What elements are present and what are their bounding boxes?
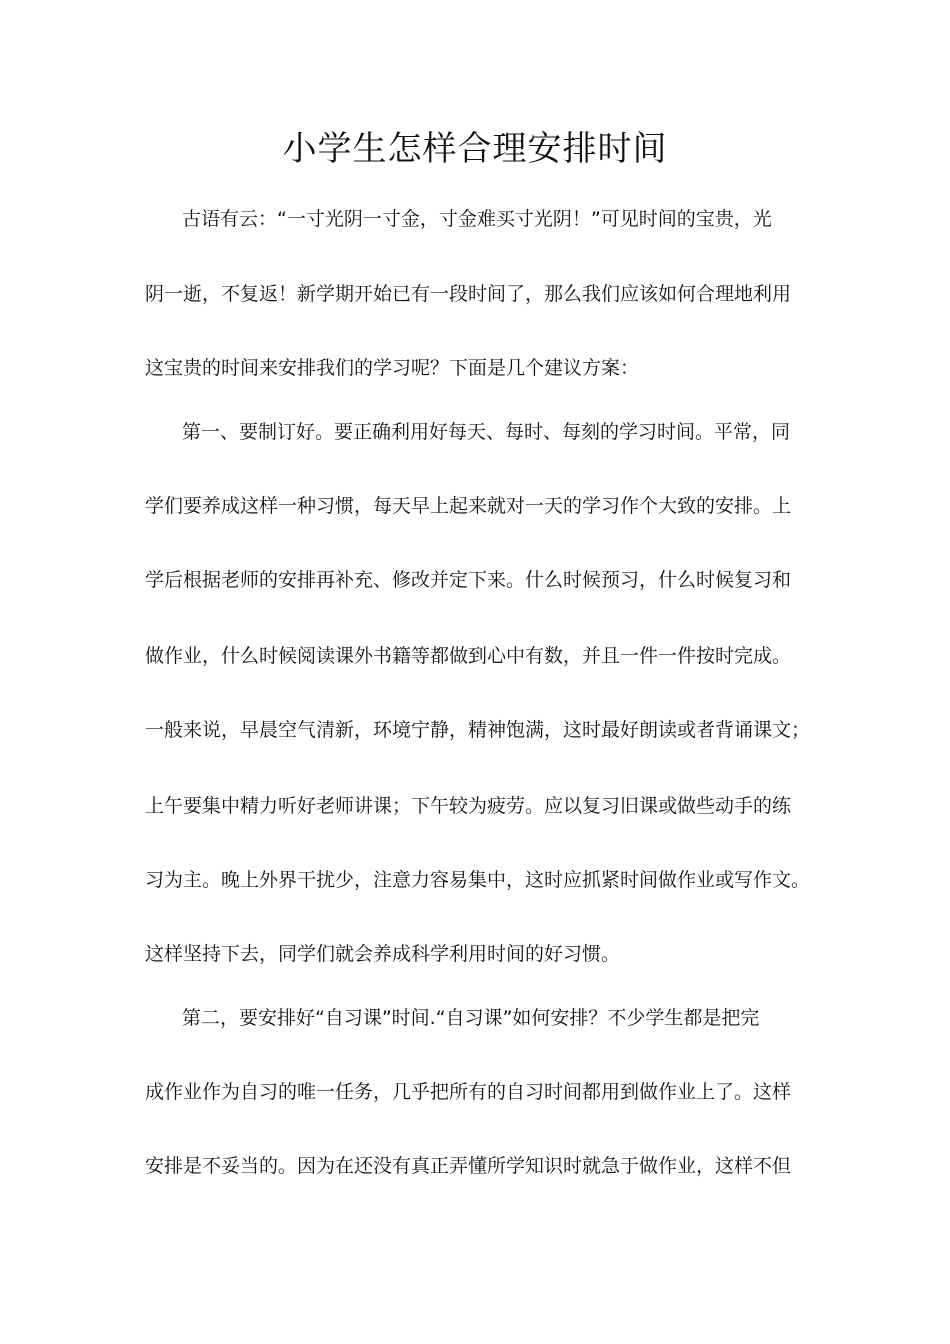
- document-title: 小学生怎样合理安排时间: [282, 129, 668, 169]
- body-line: 做作业，什么时候阅读课外书籍等都做到心中有数，并且一件一件按时完成。: [145, 645, 792, 667]
- body-line: 学后根据老师的安排再补充、修改并定下来。什么时候预习，什么时候复习和: [145, 569, 792, 591]
- body-line: 上午要集中精力听好老师讲课；下午较为疲劳。应以复习旧课或做些动手的练: [145, 795, 792, 817]
- body-line: 古语有云：“一寸光阴一寸金，寸金难买寸光阴！”可见时间的宝贵，光: [182, 208, 772, 230]
- body-line: 第二，要安排好“自习课”时间.“自习课”如何安排？不少学生都是把完: [182, 1007, 760, 1029]
- body-line: 这宝贵的时间来安排我们的学习呢？下面是几个建议方案：: [145, 357, 640, 379]
- body-line: 这样坚持下去，同学们就会养成科学利用时间的好习惯。: [145, 943, 621, 965]
- body-line: 第一、要制订好。要正确利用好每天、每时、每刻的学习时间。平常，同: [182, 421, 791, 443]
- body-line: 学们要养成这样一种习惯，每天早上起来就对一天的学习作个大致的安排。上: [145, 495, 792, 517]
- body-line: 一般来说，早晨空气清新，环境宁静，精神饱满，这时最好朗读或者背诵课文；: [145, 719, 810, 741]
- body-line: 阴一逝，不复返！新学期开始已有一段时间了，那么我们应该如何合理地利用: [145, 283, 792, 305]
- body-line: 习为主。晚上外界干扰少，注意力容易集中，这时应抓紧时间做作业或写作文。: [145, 869, 810, 891]
- body-line: 成作业作为自习的唯一任务，几乎把所有的自习时间都用到做作业上了。这样: [145, 1081, 792, 1103]
- body-line: 安排是不妥当的。因为在还没有真正弄懂所学知识时就急于做作业，这样不但: [145, 1155, 792, 1177]
